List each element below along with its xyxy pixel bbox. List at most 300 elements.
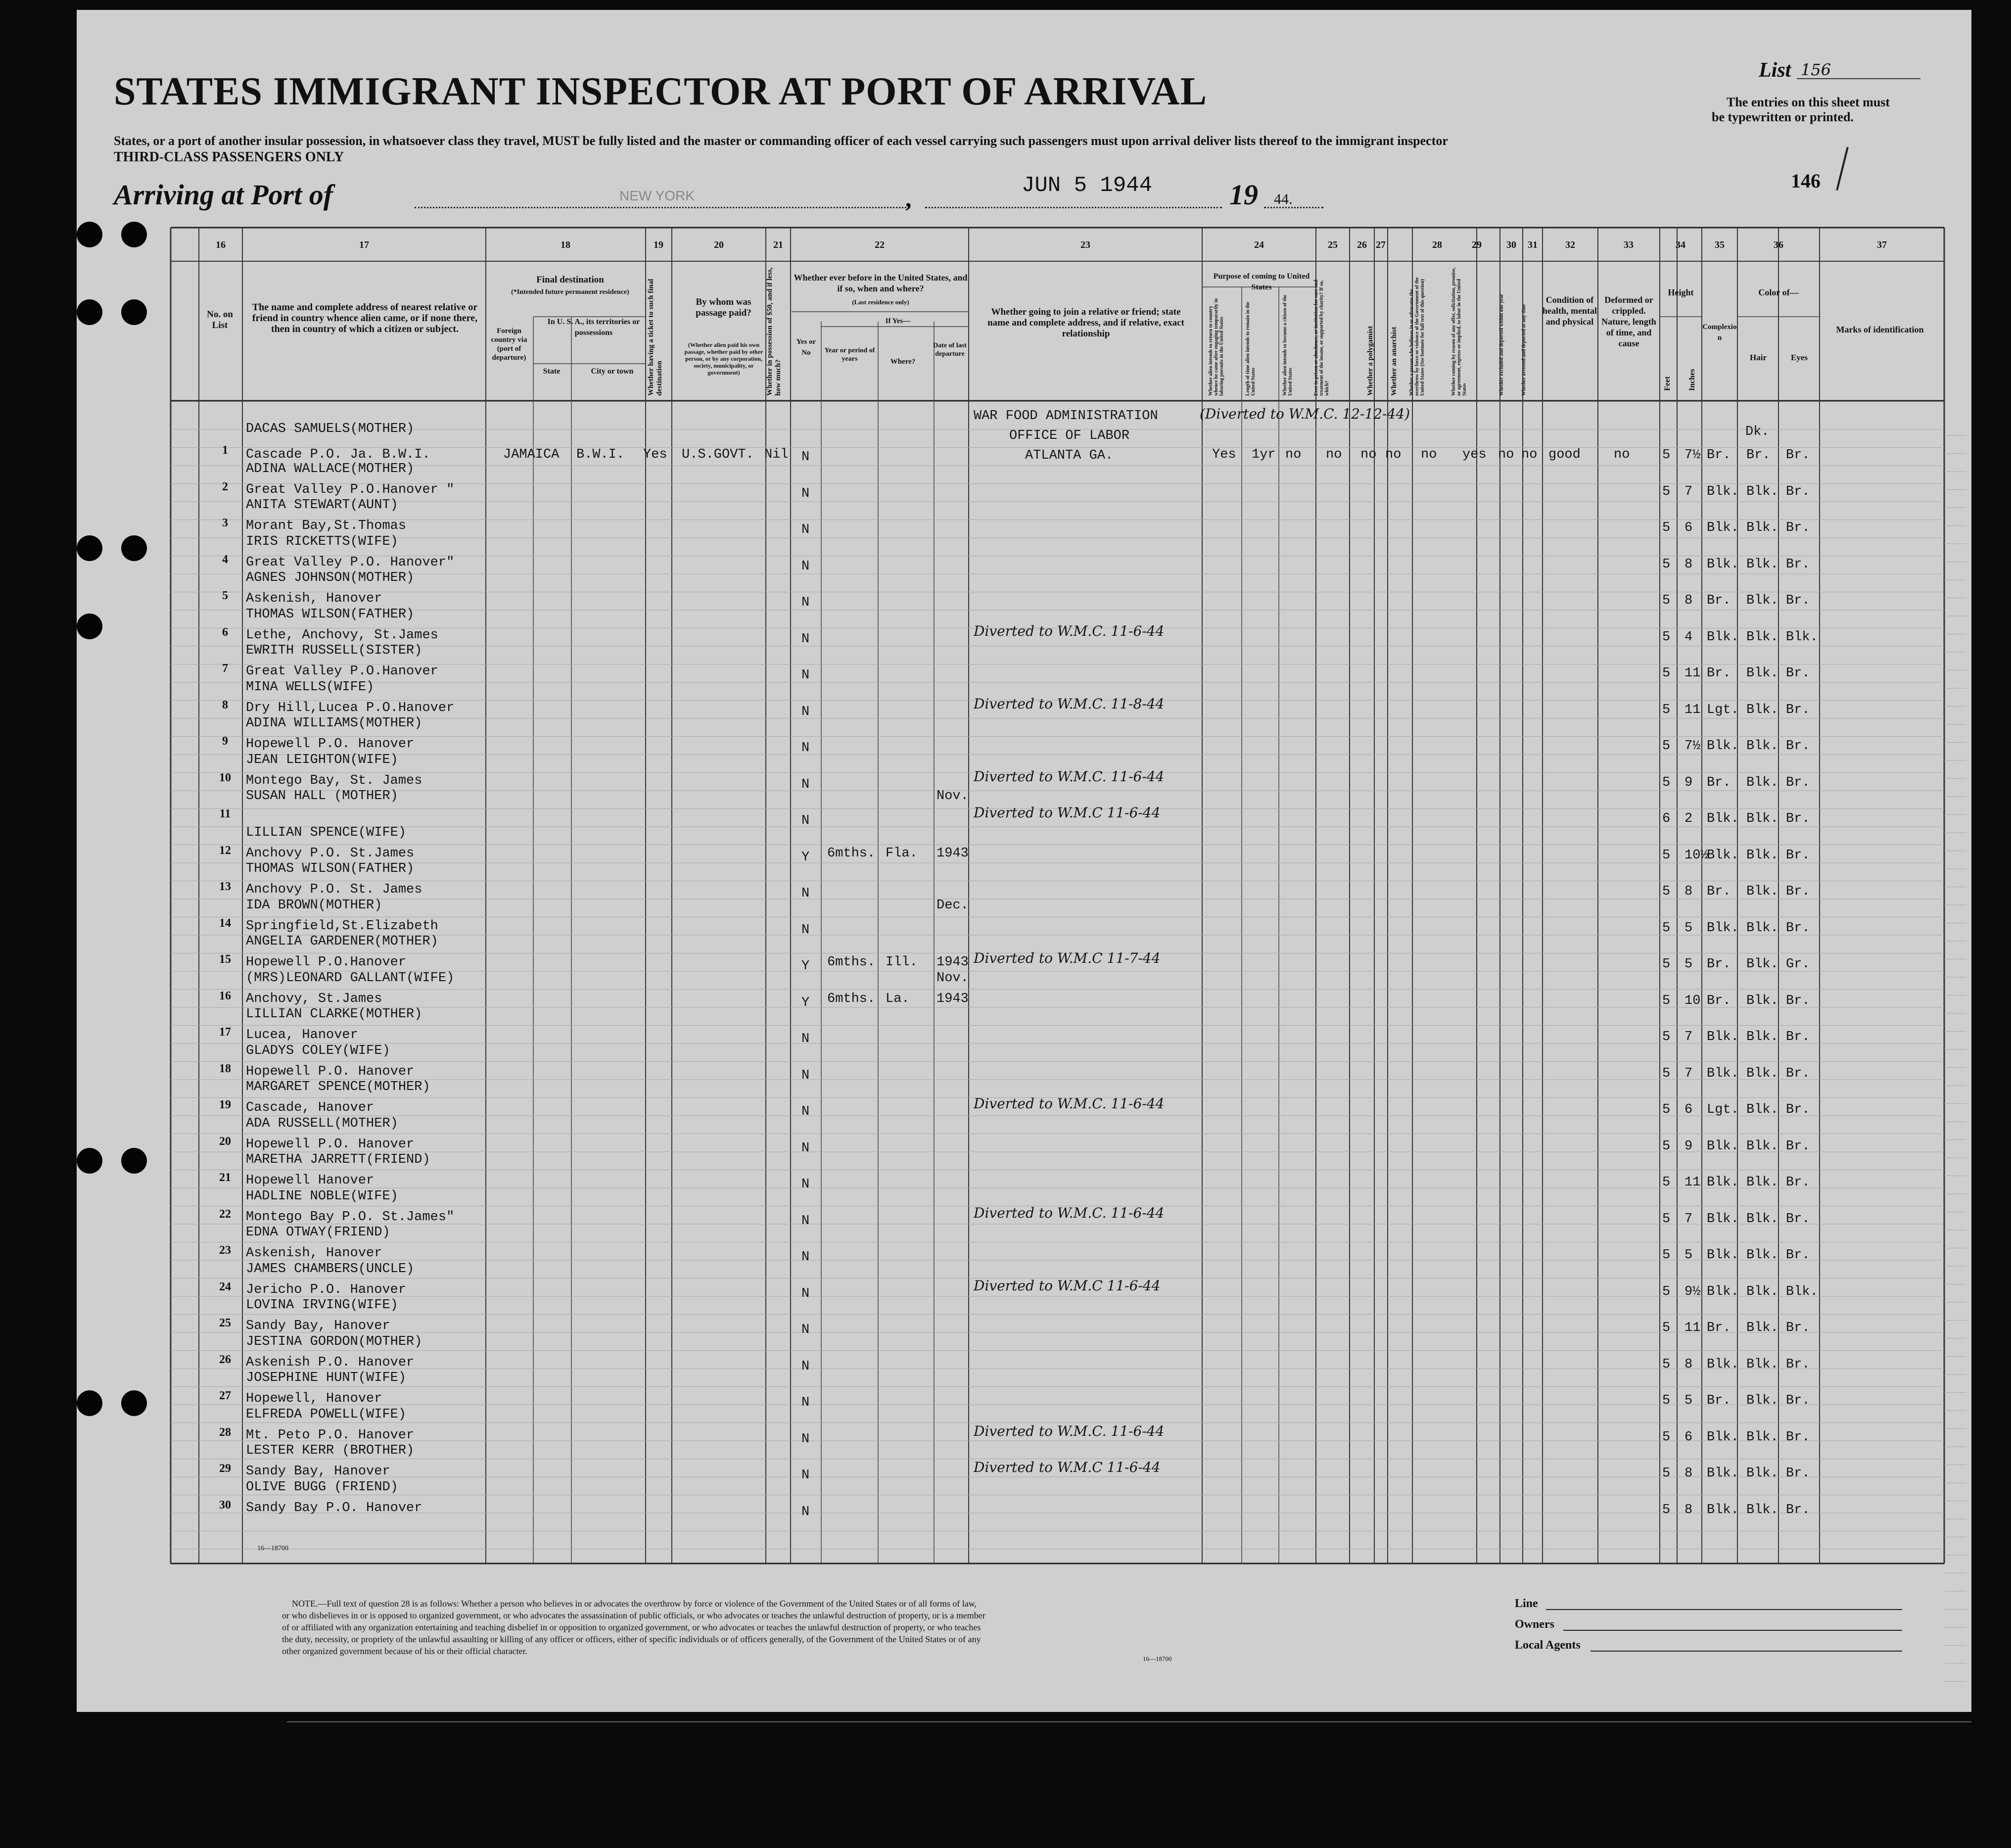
eye-color: Br. [1786,1066,1810,1081]
height-inches: 10½ [1684,848,1709,863]
top-entry-return: Yes [1212,447,1236,462]
row-number: 7 [222,662,228,675]
row-number: 18 [219,1062,231,1075]
height-feet: 5 [1662,1429,1671,1445]
column-number: 17 [359,239,369,250]
passenger-relative-address: Jericho P.O. Hanover [246,1282,407,1297]
height-inches: 11 [1684,666,1701,681]
column-number: 23 [1080,239,1090,250]
ever-in-us-yes-no: N [801,668,810,683]
eye-color: Br. [1786,702,1810,717]
passenger-relative-name: IDA BROWN(MOTHER) [246,898,382,913]
row-number: 5 [222,589,228,602]
form-number: 16—18700 [257,1545,288,1552]
passenger-relative-name: THOMAS WILSON(FATHER) [246,607,415,622]
height-inches: 8 [1684,1502,1693,1517]
complexion: Br. [1707,1321,1731,1335]
height-inches: 7 [1684,484,1693,499]
where-in-us: Ill. [886,955,918,970]
hair-color: Blk. [1746,920,1778,936]
eye-color: Blk. [1786,1284,1818,1299]
passenger-relative-address: Anchovy, St.James [246,991,382,1006]
height-inches: 8 [1684,1466,1693,1481]
hair-color: Blk. [1746,1030,1778,1044]
eye-color: Br. [1786,593,1810,608]
row-number: 11 [219,807,231,820]
top-entry-money: Nil [764,447,789,462]
form-number-footer: 16—18700 [1143,1655,1172,1662]
ever-in-us-yes-no: N [801,886,810,901]
top-entry-state: B.W.I. [576,447,625,462]
where-in-us: Fla. [886,846,918,861]
eye-color: Br. [1786,1321,1810,1335]
height-inches: 2 [1684,811,1693,826]
departure-month: Nov. [936,970,969,986]
ever-in-us-yes-no: N [801,559,810,574]
col-health: Condition of health, mental and physical [1543,295,1597,327]
height-inches: 7½ [1684,739,1701,754]
col-yes-no: Yes or No [796,338,816,357]
hair-color: Blk. [1746,1138,1778,1154]
col-money: Whether in possession of $50, and if less, how much? [766,267,782,396]
ever-in-us-yes-no: N [801,741,810,756]
column-number: 16 [216,239,226,250]
footnote: or who disbelieves in or is opposed to organized government, or who advocates the assassination of public officials, or who advocates or teaches the unlawful destruction of property, or is a member [282,1611,985,1620]
hair-color: Blk. [1746,1102,1778,1117]
passenger-relative-name: MINA WELLS(WIFE) [246,679,374,695]
passenger-relative-address: Askenish P.O. Hanover [246,1355,415,1370]
height-inches: 9 [1684,775,1693,790]
ever-in-us-yes-no: N [801,486,810,501]
diverted-note: Diverted to W.M.C. 11-6-44 [974,622,1165,639]
complexion: Blk. [1707,739,1739,754]
passenger-relative-name: ADA RUSSELL(MOTHER) [246,1116,398,1131]
height-feet: 5 [1662,884,1671,899]
height-feet: 5 [1662,1030,1671,1044]
passenger-relative-address: Sandy Bay P.O. Hanover [246,1500,422,1516]
row-number: 15 [219,953,231,966]
height-inches: 10 [1684,993,1701,1008]
complexion: Blk. [1707,1066,1739,1081]
footnote: the duty, necessity, or propriety of the unlawful assaulting or killing of any officer or officers, either of specific individuals or of officers generally, of the Government of the United States or of any [282,1634,981,1644]
height-feet: 5 [1662,593,1671,608]
years-in-us: 6mths. [827,846,876,861]
top-entry-overthrow: no [1421,447,1437,462]
height-feet: 5 [1662,629,1671,645]
passenger-relative-name: JEAN LEIGHTON(WIFE) [246,752,398,767]
row-number: 4 [222,553,228,566]
hair-color: Blk. [1746,993,1778,1008]
top-entry-join-line: OFFICE OF LABOR [1009,428,1130,443]
where-in-us: La. [886,991,910,1006]
year-prefix: 19 [1229,179,1258,211]
col-relative-address: The name and complete address of nearest relative or friend in country whence alien came, or if none there, then in country of which a citizen or subject. [252,302,478,334]
eye-color: Br. [1786,1211,1810,1227]
hair-color: Blk. [1746,521,1778,535]
passenger-relative-address: Dry Hill,Lucea P.O.Hanover [246,700,455,715]
passenger-relative-name: ANITA STEWART(AUNT) [246,498,398,513]
col-color: Color of— [1758,287,1799,297]
hair-color: Blk. [1746,484,1778,499]
height-feet: 5 [1662,1466,1671,1481]
date-stamp: JUN 5 1944 [1022,173,1153,198]
column-number: 19 [654,239,663,250]
ever-in-us-yes-no: N [801,1431,810,1447]
departure-year: 1943 [936,846,969,861]
eye-color: Br. [1786,884,1810,899]
passenger-relative-address: Lethe, Anchovy, St.James [246,627,438,643]
height-inches: 5 [1684,920,1693,936]
top-entry-length: 1yr [1252,447,1276,462]
ever-in-us-yes-no: N [801,1068,810,1083]
height-feet: 5 [1662,666,1671,681]
eye-color: Br. [1786,848,1810,863]
ever-in-us-yes-no: N [801,1250,810,1265]
height-feet: 6 [1662,811,1671,826]
complexion: Blk. [1707,1211,1739,1227]
height-inches: 6 [1684,1429,1693,1445]
complexion: Blk. [1707,1175,1739,1190]
passenger-relative-address: Montego Bay, St. James [246,773,422,788]
eye-color: Br. [1786,484,1810,499]
arriving-label: Arriving at Port of [114,179,333,211]
passenger-relative-name: LILLIAN CLARKE(MOTHER) [246,1007,422,1022]
top-entry-join-line: WAR FOOD ADMINISTRATION [974,409,1158,424]
row-number: 2 [222,480,228,493]
col-no-on-list: No. on List [207,309,233,331]
height-feet: 5 [1662,1211,1671,1227]
footnote: of or affiliated with any organization entertaining and teaching disbelief in or opposition to organized government, or who advocates or teaches the unlawful destruction of property, or who teaches [282,1622,981,1632]
ever-in-us-yes-no: Y [801,959,810,974]
height-inches: 11 [1684,1321,1701,1335]
height-feet: 5 [1662,1284,1671,1299]
height-feet: 5 [1662,1175,1671,1190]
ever-in-us-yes-no: N [801,1032,810,1046]
col-labor-offer: Whether coming by reason of any offer, solicitation, promise, or agreement, express or implied, to labor in the United States [1451,267,1467,396]
col-arrested: Whether arrested and deported at any time [1521,304,1527,396]
height-feet: 5 [1662,848,1671,863]
eye-color: Br. [1786,811,1810,826]
passenger-relative-name: AGNES JOHNSON(MOTHER) [246,570,415,585]
hair-color: Blk. [1746,811,1778,826]
hair-color: Blk. [1746,1175,1778,1190]
ever-in-us-yes-no: N [801,595,810,610]
passenger-relative-name: LOVINA IRVING(WIFE) [246,1298,398,1313]
column-number: 22 [875,239,885,250]
hair-color: Blk. [1746,1466,1778,1481]
height-feet: 5 [1662,1393,1671,1408]
passenger-relative-name: EWRITH RUSSELL(SISTER) [246,643,422,658]
col-inches: Inches [1688,369,1696,391]
passenger-relative-name: JOSEPHINE HUNT(WIFE) [246,1371,407,1385]
height-inches: 9½ [1684,1284,1701,1299]
port-name: NEW YORK [619,188,695,203]
top-entry-polygamist: no [1360,447,1377,462]
hair-color: Blk. [1746,739,1778,754]
years-in-us: 6mths. [827,955,876,970]
complexion: Blk. [1707,1502,1739,1517]
col-foreign-country: Foreign country via (port of departure) [491,327,527,362]
passenger-relative-address: Sandy Bay, Hanover [246,1464,390,1479]
column-number: 29 [1472,239,1482,250]
eye-color: Br. [1786,1429,1810,1445]
row-number: 14 [219,916,231,930]
complexion: Br. [1707,448,1731,463]
typewritten-note: The entries on this sheet must [1727,95,1890,109]
top-entry-deformed: no [1614,447,1630,462]
hair-color: Blk. [1746,1248,1778,1263]
complexion: Blk. [1707,1030,1739,1044]
passenger-relative-address: Askenish, Hanover [246,1246,382,1261]
hair-color: Blk. [1746,1429,1778,1445]
comma: , [905,185,912,212]
ever-in-us-yes-no: N [801,631,810,647]
departure-month: Nov. [936,789,969,804]
complexion: Blk. [1707,848,1739,863]
col-purpose: Purpose of coming to United States [1213,272,1310,291]
hair-color: Blk. [1746,1357,1778,1372]
complexion: Br. [1707,957,1731,972]
passenger-relative-name: MARETHA JARRETT(FRIEND) [246,1152,430,1167]
ever-in-us-yes-no: Y [801,995,810,1010]
passenger-relative-address: Montego Bay P.O. St.James" [246,1209,455,1225]
col-hair: Hair [1750,353,1767,362]
top-entry-join-line: ATLANTA GA. [1025,448,1114,463]
eye-color: Br. [1786,1175,1810,1190]
hair-color: Blk. [1746,1321,1778,1335]
column-number: 36 [1774,239,1783,250]
col-feet: Feet [1663,376,1672,391]
diverted-note: Diverted to W.M.C 11-6-44 [974,805,1161,821]
col-join-relative: Whether going to join a relative or friend; state name and complete address, and if relative, exact relationship [987,307,1184,339]
eye-color: Br. [1786,1357,1810,1372]
departure-year: 1943 [936,991,969,1006]
passenger-relative-name: OLIVE BUGG (FRIEND) [246,1479,398,1495]
passenger-relative-address: Springfield,St.Elizabeth [246,918,438,934]
top-entry-arrested: no [1521,447,1538,462]
col-anarchist: Whether an anarchist [1390,327,1398,396]
diverted-note: Diverted to W.M.C 11-6-44 [974,1277,1161,1294]
passenger-relative-address: Hopewell P.O. Hanover [246,737,415,752]
passenger-relative-name: ELFREDA POWELL(WIFE) [246,1407,407,1422]
eye-color: Br. [1786,1502,1810,1517]
col-in-usa: In U. S. A., its territories or possessions [547,318,640,337]
height-inches: 11 [1684,1175,1701,1190]
height-feet: 5 [1662,1321,1671,1335]
complexion: Blk. [1707,1284,1739,1299]
hair-color: Blk. [1746,1066,1778,1081]
eye-color: Blk. [1786,629,1818,645]
col-polygamist: Whether a polygamist [1366,326,1374,396]
ever-in-us-yes-no: N [801,1504,810,1519]
height-feet: 5 [1662,557,1671,572]
complexion: Blk. [1707,1138,1739,1154]
top-entry-prison: no [1326,447,1342,462]
diverted-note: Diverted to W.M.C. 11-8-44 [974,695,1165,712]
hair-color: Blk. [1746,957,1778,972]
row-number: 23 [219,1244,231,1257]
passenger-relative-address: Cascade, Hanover [246,1100,374,1115]
height-feet: 5 [1662,993,1671,1008]
diverted-note: Diverted to W.M.C. 11-6-44 [974,1204,1165,1221]
complexion: Blk. [1707,1429,1739,1445]
passenger-relative-name: LESTER KERR (BROTHER) [246,1443,415,1458]
third-class-label: THIRD-CLASS PASSENGERS ONLY [114,149,344,165]
column-number: 34 [1676,239,1685,250]
diverted-note: Diverted to W.M.C. 11-6-44 [974,1095,1165,1112]
passenger-relative-name: LILLIAN SPENCE(WIFE) [246,825,407,840]
column-number: 28 [1432,239,1442,250]
hair-color: Blk. [1746,593,1778,608]
hair-color: Blk. [1746,775,1778,790]
complexion: Blk. [1707,1357,1739,1372]
complexion: Br. [1707,593,1731,608]
row-number: 28 [219,1425,231,1439]
ever-in-us-yes-no: N [801,1177,810,1192]
hair-color: Blk. [1746,702,1778,717]
passenger-relative-address: Morant Bay,St.Thomas [246,519,407,533]
height-feet: 5 [1662,739,1671,754]
col-final-destination-sub: (*Intended future permanent residence) [511,288,629,296]
row-number: 3 [222,517,228,529]
years-in-us: 6mths. [827,991,876,1006]
hair-color: Blk. [1746,848,1778,863]
column-number: 25 [1328,239,1338,250]
height-inches: 5 [1684,1393,1693,1408]
departure-year: 1943 [936,955,969,970]
ever-in-us-yes-no: N [801,450,810,465]
complexion: Br. [1707,666,1731,681]
passenger-relative-address: Great Valley P.O.Hanover [246,664,438,679]
row-number: 12 [219,844,231,857]
col-deformed: Deformed or crippled. Nature, length of time, and cause [1601,295,1656,348]
column-number: 35 [1715,239,1725,250]
top-entry-paid-by: U.S.GOVT. [682,447,754,462]
row-number: 22 [219,1207,231,1221]
passenger-relative-address: Sandy Bay, Hanover [246,1319,390,1333]
row-number: 25 [219,1317,231,1329]
row-number: 9 [222,735,228,748]
eye-color: Br. [1786,1030,1810,1044]
col-state: State [543,367,561,376]
year-suffix: 44. [1274,191,1293,207]
row-number: 20 [219,1135,231,1148]
row-number: 19 [219,1098,231,1111]
top-entry-anarchist: no [1385,447,1402,462]
row-number: 30 [219,1498,231,1512]
row-number: 6 [222,625,228,639]
complexion: Br. [1707,775,1731,790]
ever-in-us-yes-no: N [801,1323,810,1337]
ever-in-us-yes-no: N [801,1359,810,1374]
col-if-yes: If Yes— [885,317,911,325]
complexion: Blk. [1707,629,1739,645]
col-ever-in-us: Whether ever before in the United States, and if so, when and where? [794,273,968,293]
column-number: 21 [773,239,783,250]
hair-color: Blk. [1746,629,1778,645]
col-overthrow: Whether a person who believes in or advocates the overthrow by force or violence of the Government of the United States (See footnote for full text of this question) [1409,277,1425,396]
top-entry-excluded: no [1498,447,1514,462]
passenger-relative-name: JESTINA GORDON(MOTHER) [246,1334,422,1349]
footnote: other organized government because of his or their official character. [282,1646,528,1656]
height-inches: 7½ [1684,448,1701,463]
passenger-relative-address: Anchovy P.O. St. James [246,882,422,897]
top-entry-labor-offer: yes [1462,447,1487,462]
eye-color: Br. [1786,775,1810,790]
hair-color: Blk. [1746,884,1778,899]
column-number: 37 [1877,239,1887,250]
footnote: NOTE.—Full text of question 28 is as follows: Whether a person who believes in or advocates the overthrow by force or violence of the Government of the United States or of all forms of law, [292,1599,977,1609]
height-inches: 6 [1684,1102,1693,1117]
typewritten-note: be typewritten or printed. [1712,110,1854,124]
top-entry-foreign: JAMAICA [503,447,560,462]
passenger-relative-address: Hopewell P.O. Hanover [246,1137,415,1152]
height-inches: 5 [1684,957,1693,972]
line-rule [1546,1609,1902,1610]
owners-label: Owners [1515,1618,1554,1631]
passenger-relative-name: ADINA WILLIAMS(MOTHER) [246,716,422,731]
list-number: 156 [1801,60,1831,79]
height-inches: 6 [1684,521,1693,535]
passenger-relative-address: Anchovy P.O. St.James [246,846,415,861]
ever-in-us-yes-no: N [801,1140,810,1156]
passenger-relative-address: Askenish, Hanover [246,591,382,606]
hair-color: Br. [1746,448,1771,463]
column-number: 26 [1357,239,1367,250]
complexion: Br. [1707,884,1731,899]
height-feet: 5 [1662,1357,1671,1372]
agents-label: Local Agents [1515,1639,1581,1652]
height-feet: 5 [1662,775,1671,790]
complexion: Br. [1707,1393,1731,1408]
col-paid-by: By whom was passage paid? [696,297,751,318]
row-number: 16 [219,989,231,1002]
height-feet: 5 [1662,920,1671,936]
col-where: Where? [890,358,916,366]
col-final-destination: Final destination [536,275,604,285]
row-number: 29 [219,1462,231,1475]
sheet-number: 146 [1791,170,1821,192]
complexion: Lgt. [1707,702,1739,717]
col-purpose-return: Whether alien intends to return to country whence he came after engaging temporarily in laboring pursuits in the United States [1208,298,1224,396]
eye-color: Br. [1786,1102,1810,1117]
top-entry-address: Cascade P.O. Ja. B.W.I. [246,447,430,462]
column-number: 20 [714,239,724,250]
top-entry-health: good [1548,447,1581,462]
height-inches: 11 [1684,702,1701,717]
complexion: Blk. [1707,920,1739,936]
col-height: Height [1668,287,1694,297]
diverted-note: Diverted to W.M.C. 11-6-44 [974,1422,1165,1439]
height-inches: 9 [1684,1138,1693,1154]
passenger-relative-name: GLADYS COLEY(WIFE) [246,1043,390,1058]
height-inches: 5 [1684,1248,1693,1263]
height-inches: 7 [1684,1066,1693,1081]
col-city: City or town [591,367,634,376]
passenger-relative-address: Great Valley P.O. Hanover" [246,555,455,570]
passenger-relative-address: Lucea, Hanover [246,1028,358,1042]
departure-month: Dec. [936,898,969,913]
row-number: 10 [219,771,231,784]
eye-color: Br. [1786,739,1810,754]
passenger-relative-name: JAMES CHAMBERS(UNCLE) [246,1261,415,1277]
col-excluded: Whether excluded and deported within one year [1499,294,1504,396]
passenger-relative-name: THOMAS WILSON(FATHER) [246,861,415,876]
complexion: Br. [1707,993,1731,1008]
height-feet: 5 [1662,448,1671,463]
ever-in-us-yes-no: N [801,1213,810,1229]
ever-in-us-yes-no: N [801,1468,810,1483]
